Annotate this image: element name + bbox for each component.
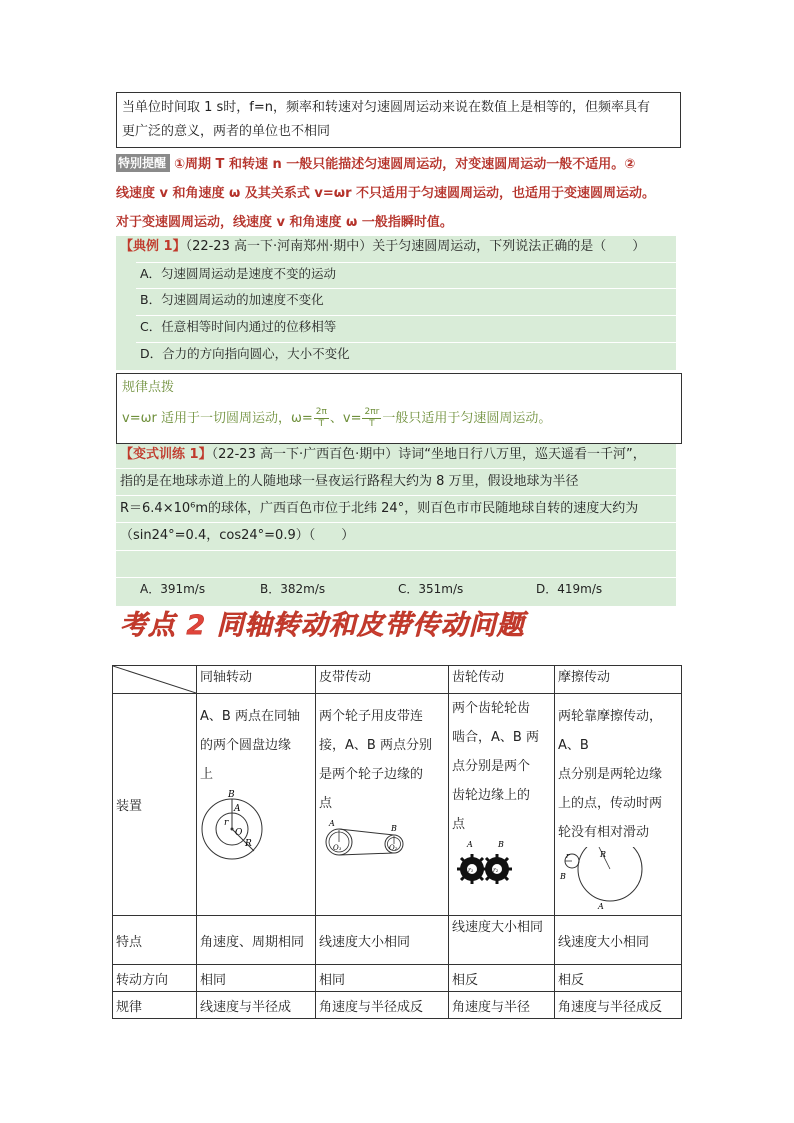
device-belt: 两个轮子用皮带连 接，A、B 两点分别 是两个轮子边缘的 点 A B O₁ O₂	[316, 694, 449, 916]
row-label-device: 装置	[113, 694, 197, 916]
svg-text:B: B	[228, 790, 235, 800]
svg-text:R: R	[600, 850, 607, 859]
tip-line-3: 对于变速圆周运动，线速度 v 和角速度 ω 一般指瞬时值。	[116, 215, 453, 230]
variant-answer-b[interactable]: B．382m/s	[260, 582, 326, 596]
section-title: 考点 2 同轴转动和皮带传动问题	[120, 610, 525, 641]
row-label-law: 规律	[113, 992, 197, 1019]
example-question: （22-23 高一下·河南郑州·期中）关于匀速圆周运动，下列说法正确的是（ ）	[185, 239, 646, 254]
variant-line-1: 【变式训练 1】（22-23 高一下·广西百色·期中）诗词“坐地日行八万里，巡天遥看一千河”，	[120, 447, 646, 462]
svg-text:B: B	[391, 824, 397, 833]
device-friction: 两轮靠摩擦传动，A、B 点分别是两轮边缘 上的点，传动时两 轮没有相对滑动 r R B A	[555, 694, 682, 916]
table-row-feature	[113, 916, 682, 965]
rule-formula-part-3: 一般只适用于匀速圆周运动。	[382, 411, 552, 426]
friction-drive-figure	[558, 847, 673, 911]
feature-belt: 线速度大小相同	[316, 916, 449, 965]
gear-drive-figure	[452, 839, 547, 887]
variant-answer-c[interactable]: C．351m/s	[398, 582, 464, 596]
table-row-device	[113, 694, 682, 916]
rule-formula-part-1: v=ωr 适用于一切圆周运动，ω=	[122, 411, 313, 426]
law-gear: 角速度与半径	[449, 992, 555, 1019]
coaxial-discs-figure	[200, 789, 310, 865]
law-friction: 角速度与半径成反	[555, 992, 682, 1019]
svg-text:A: A	[467, 840, 473, 849]
variant-answer-a[interactable]: A．391m/s	[140, 582, 206, 596]
table-header-row	[113, 666, 682, 694]
example-option-a[interactable]: A．匀速圆周运动是速度不变的运动	[140, 266, 337, 281]
svg-text:A: A	[234, 804, 241, 814]
diagonal-line	[113, 666, 196, 693]
svg-text:O₂: O₂	[389, 844, 398, 852]
device-coaxial: A、B 两点在同轴 的两个圆盘边缘 上 B A r O R	[197, 694, 316, 916]
rule-title: 规律点拨	[122, 380, 175, 395]
table-row-direction	[113, 965, 682, 992]
tip-line-2: 线速度 v 和角速度 ω 及其关系式 v=ωr 不只适用于匀速圆周运动，也适用于变速圆周运动。	[116, 186, 656, 201]
row-label-feature: 特点	[113, 916, 197, 965]
feature-coaxial: 角速度、周期相同	[197, 916, 316, 965]
svg-text:r₂: r₂	[493, 867, 499, 874]
direction-belt: 相同	[316, 965, 449, 992]
example-title	[120, 236, 645, 258]
note-line-1: 当单位时间取 1 s时，f=n，频率和转速对匀速圆周运动来说在数值上是相等的，但频率具有	[122, 100, 651, 115]
rule-formula	[122, 404, 551, 434]
example-option-c[interactable]: C．任意相等时间内通过的位移相等	[140, 319, 337, 334]
example-label: 【典例 1】	[120, 239, 186, 254]
tip-tag: 特别提醒	[116, 154, 170, 172]
device-gear: 两个齿轮轮齿 啮合，A、B 两 点分别是两个 齿轮边缘上的 点 A B r₁ r₂	[449, 694, 555, 916]
svg-text:A: A	[598, 902, 604, 911]
header-corner	[113, 666, 197, 694]
velocity-fraction: $\frac{2\pi r}{T}$	[364, 407, 380, 429]
svg-text:O₁: O₁	[333, 844, 342, 852]
svg-text:B: B	[498, 840, 504, 849]
omega-fraction: $\frac{2\pi}{T}$	[315, 407, 327, 429]
svg-text:O: O	[235, 828, 243, 838]
variant-line-4: （sin24°=0.4，cos24°=0.9）（ ）	[120, 528, 355, 543]
header-gear: 齿轮传动	[449, 666, 555, 694]
tip-line-1: ①周期 T 和转速 n 一般只能描述匀速圆周运动，对变速圆周运动一般不适用。②	[174, 157, 636, 172]
svg-text:r₁: r₁	[468, 867, 474, 874]
variant-label: 【变式训练 1】	[120, 447, 212, 462]
svg-text:R: R	[245, 839, 252, 849]
feature-friction: 线速度大小相同	[555, 916, 682, 965]
direction-coaxial: 相同	[197, 965, 316, 992]
transmission-table	[112, 665, 682, 1019]
rule-box	[116, 373, 682, 444]
variant-line-3: R＝6.4×10⁶m的球体，广西百色市位于北纬 24°，则百色市市民随地球自转的速度大约为	[120, 501, 639, 516]
rule-formula-part-2: 、v=	[329, 411, 362, 426]
header-coaxial: 同轴转动	[197, 666, 316, 694]
example-option-b[interactable]: B．匀速圆周运动的加速度不变化	[140, 292, 324, 307]
variant-block	[116, 444, 676, 606]
special-tip	[116, 150, 682, 237]
variant-line-2: 指的是在地球赤道上的人随地球一昼夜运行路程大约为 8 万里，假设地球为半径	[120, 474, 579, 489]
belt-drive-figure	[319, 818, 444, 868]
row-label-direction: 转动方向	[113, 965, 197, 992]
svg-text:r: r	[566, 852, 570, 860]
header-friction: 摩擦传动	[555, 666, 682, 694]
direction-gear: 相反	[449, 965, 555, 992]
variant-answer-d[interactable]: D．419m/s	[536, 582, 603, 596]
example-option-d[interactable]: D．合力的方向指向圆心，大小不变化	[140, 346, 350, 361]
law-coaxial: 线速度与半径成	[197, 992, 316, 1019]
svg-text:B: B	[560, 872, 566, 881]
direction-friction: 相反	[555, 965, 682, 992]
header-belt: 皮带传动	[316, 666, 449, 694]
law-belt: 角速度与半径成反	[316, 992, 449, 1019]
feature-gear: 线速度大小相同	[449, 916, 555, 965]
svg-text:A: A	[329, 819, 335, 828]
note-line-2: 更广泛的意义，两者的单位也不相同	[122, 124, 331, 139]
example-block	[116, 236, 676, 370]
note-box	[116, 92, 681, 148]
table-row-law	[113, 992, 682, 1019]
svg-text:r: r	[224, 818, 229, 828]
